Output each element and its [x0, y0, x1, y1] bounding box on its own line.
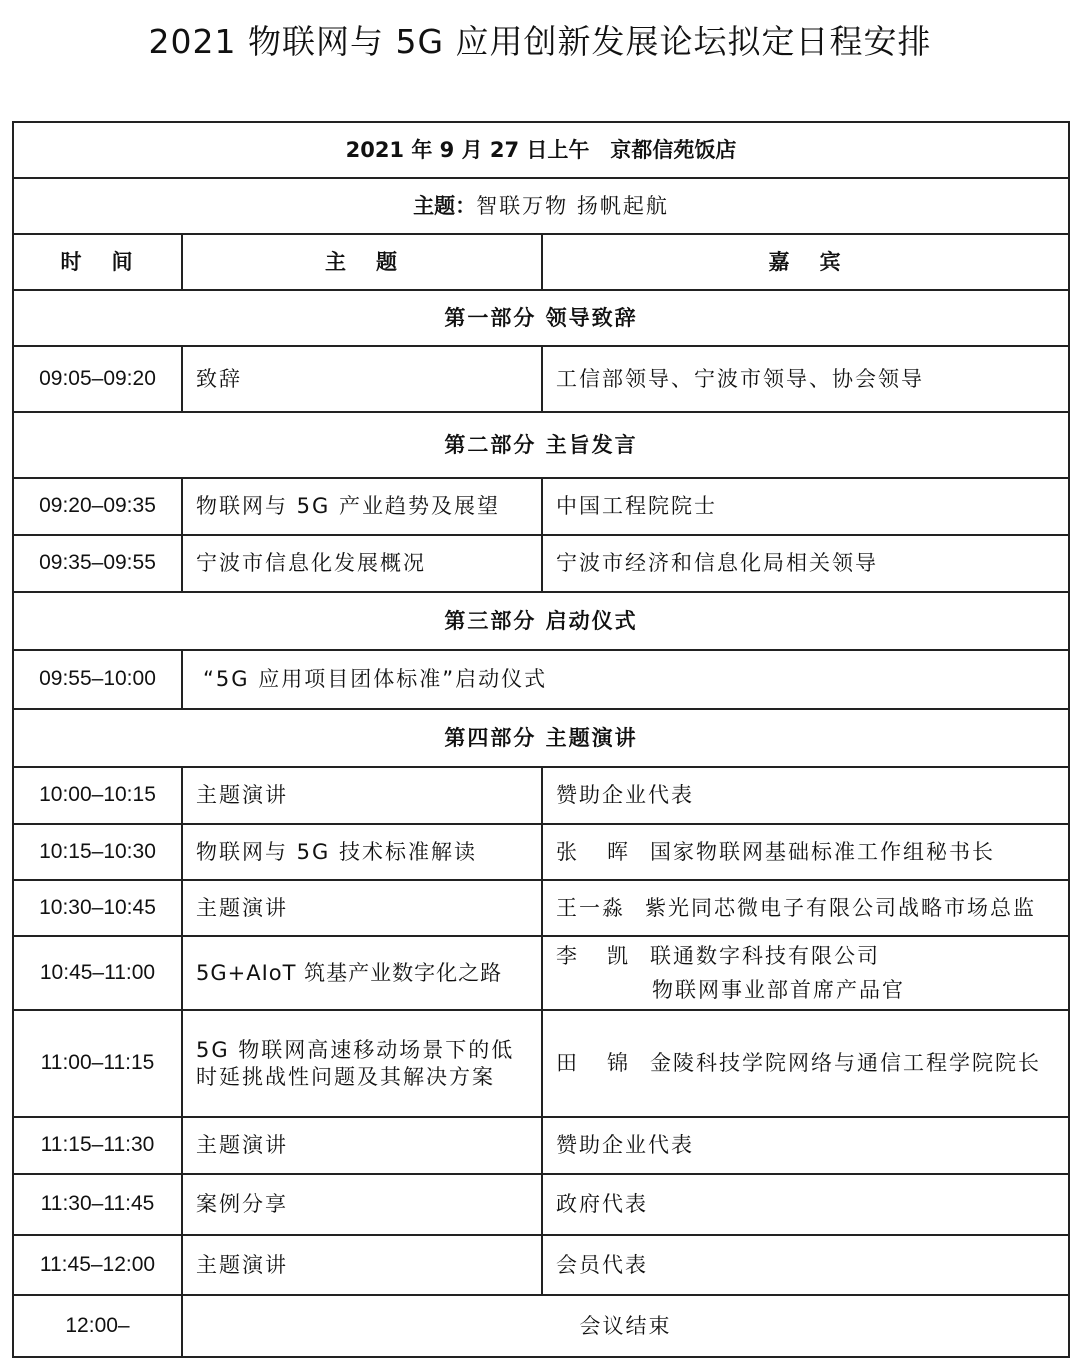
- row-time: 10:30–10:45: [13, 880, 182, 936]
- section-row: [13, 709, 1069, 767]
- guest-title: 紫光同芯微电子有限公司战略市场总监: [645, 895, 1036, 920]
- row-time: 09:05–09:20: [13, 346, 182, 412]
- row-time: 10:00–10:15: [13, 767, 182, 824]
- row-topic: 宁波市信息化发展概况: [182, 535, 542, 592]
- guest-name: 凯: [607, 944, 630, 968]
- guest-name: 张: [556, 839, 579, 864]
- table-row: [13, 824, 1069, 880]
- row-time: 09:20–09:35: [13, 478, 182, 535]
- row-time: 09:35–09:55: [13, 535, 182, 592]
- guest-title: 金陵科技学院网络与通信工程学院院长: [650, 1051, 1041, 1076]
- section-title: 第一部分 领导致辞: [13, 290, 1069, 346]
- row-topic: “5G 应用项目团体标准”启动仪式: [182, 650, 1069, 709]
- header-guest: 嘉 宾: [542, 234, 1069, 290]
- page-title: 2021 物联网与 5G 应用创新发展论坛拟定日程安排: [148, 22, 932, 61]
- table-row: [13, 1174, 1069, 1235]
- table-row: [13, 1235, 1069, 1295]
- guest-name: 田: [556, 1051, 579, 1076]
- row-topic: 主题演讲: [182, 880, 542, 936]
- guest-name: 李: [556, 944, 579, 968]
- row-guest: 中国工程院院士: [542, 478, 1069, 535]
- row-guest: 赞助企业代表: [542, 767, 1069, 824]
- theme-row: [13, 178, 1069, 234]
- theme-label: 主题：: [413, 193, 477, 218]
- header-topic: 主 题: [182, 234, 542, 290]
- row-guest: 会员代表: [542, 1235, 1069, 1295]
- row-guest: 赞助企业代表: [542, 1117, 1069, 1174]
- header-row: [13, 234, 1069, 290]
- row-time: 09:55–10:00: [13, 650, 182, 709]
- schedule-table: [12, 121, 1070, 1358]
- row-topic: 5G+AIoT 筑基产业数字化之路: [182, 936, 542, 1010]
- header-time: 时 间: [13, 234, 182, 290]
- row-time: 12:00–: [13, 1295, 182, 1357]
- guest-name: 锦: [607, 1051, 630, 1076]
- section-row: [13, 592, 1069, 650]
- row-topic: 主题演讲: [182, 1117, 542, 1174]
- theme-cell: [13, 178, 1069, 234]
- row-topic: 致辞: [182, 346, 542, 412]
- guest-title: 联通数字科技有限公司: [650, 944, 880, 968]
- table-row: [13, 535, 1069, 592]
- row-time: 10:45–11:00: [13, 936, 182, 1010]
- row-guest: 政府代表: [542, 1174, 1069, 1235]
- row-topic: 会议结束: [182, 1295, 1069, 1357]
- topic-line: 时延挑战性问题及其解决方案: [196, 1064, 495, 1089]
- table-row: [13, 650, 1069, 709]
- table-row: [13, 1117, 1069, 1174]
- table-row: [13, 1295, 1069, 1357]
- section-title: 第三部分 启动仪式: [13, 592, 1069, 650]
- date-location: 2021 年 9 月 27 日上午 京都信苑饭店: [13, 122, 1069, 178]
- row-guest: [542, 880, 1069, 936]
- row-time: 11:45–12:00: [13, 1235, 182, 1295]
- row-topic: 主题演讲: [182, 1235, 542, 1295]
- table-row: [13, 767, 1069, 824]
- row-guest: [542, 824, 1069, 880]
- table-row: [13, 936, 1069, 1010]
- row-guest: [542, 936, 1069, 1010]
- topic-line: 5G 物联网高速移动场景下的低: [196, 1038, 515, 1063]
- row-time: 11:30–11:45: [13, 1174, 182, 1235]
- guest-title: 国家物联网基础标准工作组秘书长: [650, 839, 995, 864]
- date-location-row: [13, 122, 1069, 178]
- row-topic: 主题演讲: [182, 767, 542, 824]
- guest-name: 晖: [607, 839, 630, 864]
- section-title: 第四部分 主题演讲: [13, 709, 1069, 767]
- row-time: 11:15–11:30: [13, 1117, 182, 1174]
- section-title: 第二部分 主旨发言: [13, 412, 1069, 478]
- row-time: 11:00–11:15: [13, 1010, 182, 1117]
- section-row: [13, 290, 1069, 346]
- table-row: [13, 1010, 1069, 1117]
- row-topic: [182, 1010, 542, 1117]
- row-topic: 物联网与 5G 产业趋势及展望: [182, 478, 542, 535]
- theme-value: 智联万物 扬帆起航: [476, 193, 669, 218]
- row-time: 10:15–10:30: [13, 824, 182, 880]
- row-topic: 物联网与 5G 技术标准解读: [182, 824, 542, 880]
- guest-name: 王一淼: [556, 895, 625, 920]
- row-guest: [542, 1010, 1069, 1117]
- table-row: [13, 880, 1069, 936]
- guest-title: 物联网事业部首席产品官: [652, 978, 905, 1002]
- table-row: [13, 346, 1069, 412]
- row-topic: 案例分享: [182, 1174, 542, 1235]
- section-row: [13, 412, 1069, 478]
- row-guest: 宁波市经济和信息化局相关领导: [542, 535, 1069, 592]
- row-guest: 工信部领导、宁波市领导、协会领导: [542, 346, 1069, 412]
- table-row: [13, 478, 1069, 535]
